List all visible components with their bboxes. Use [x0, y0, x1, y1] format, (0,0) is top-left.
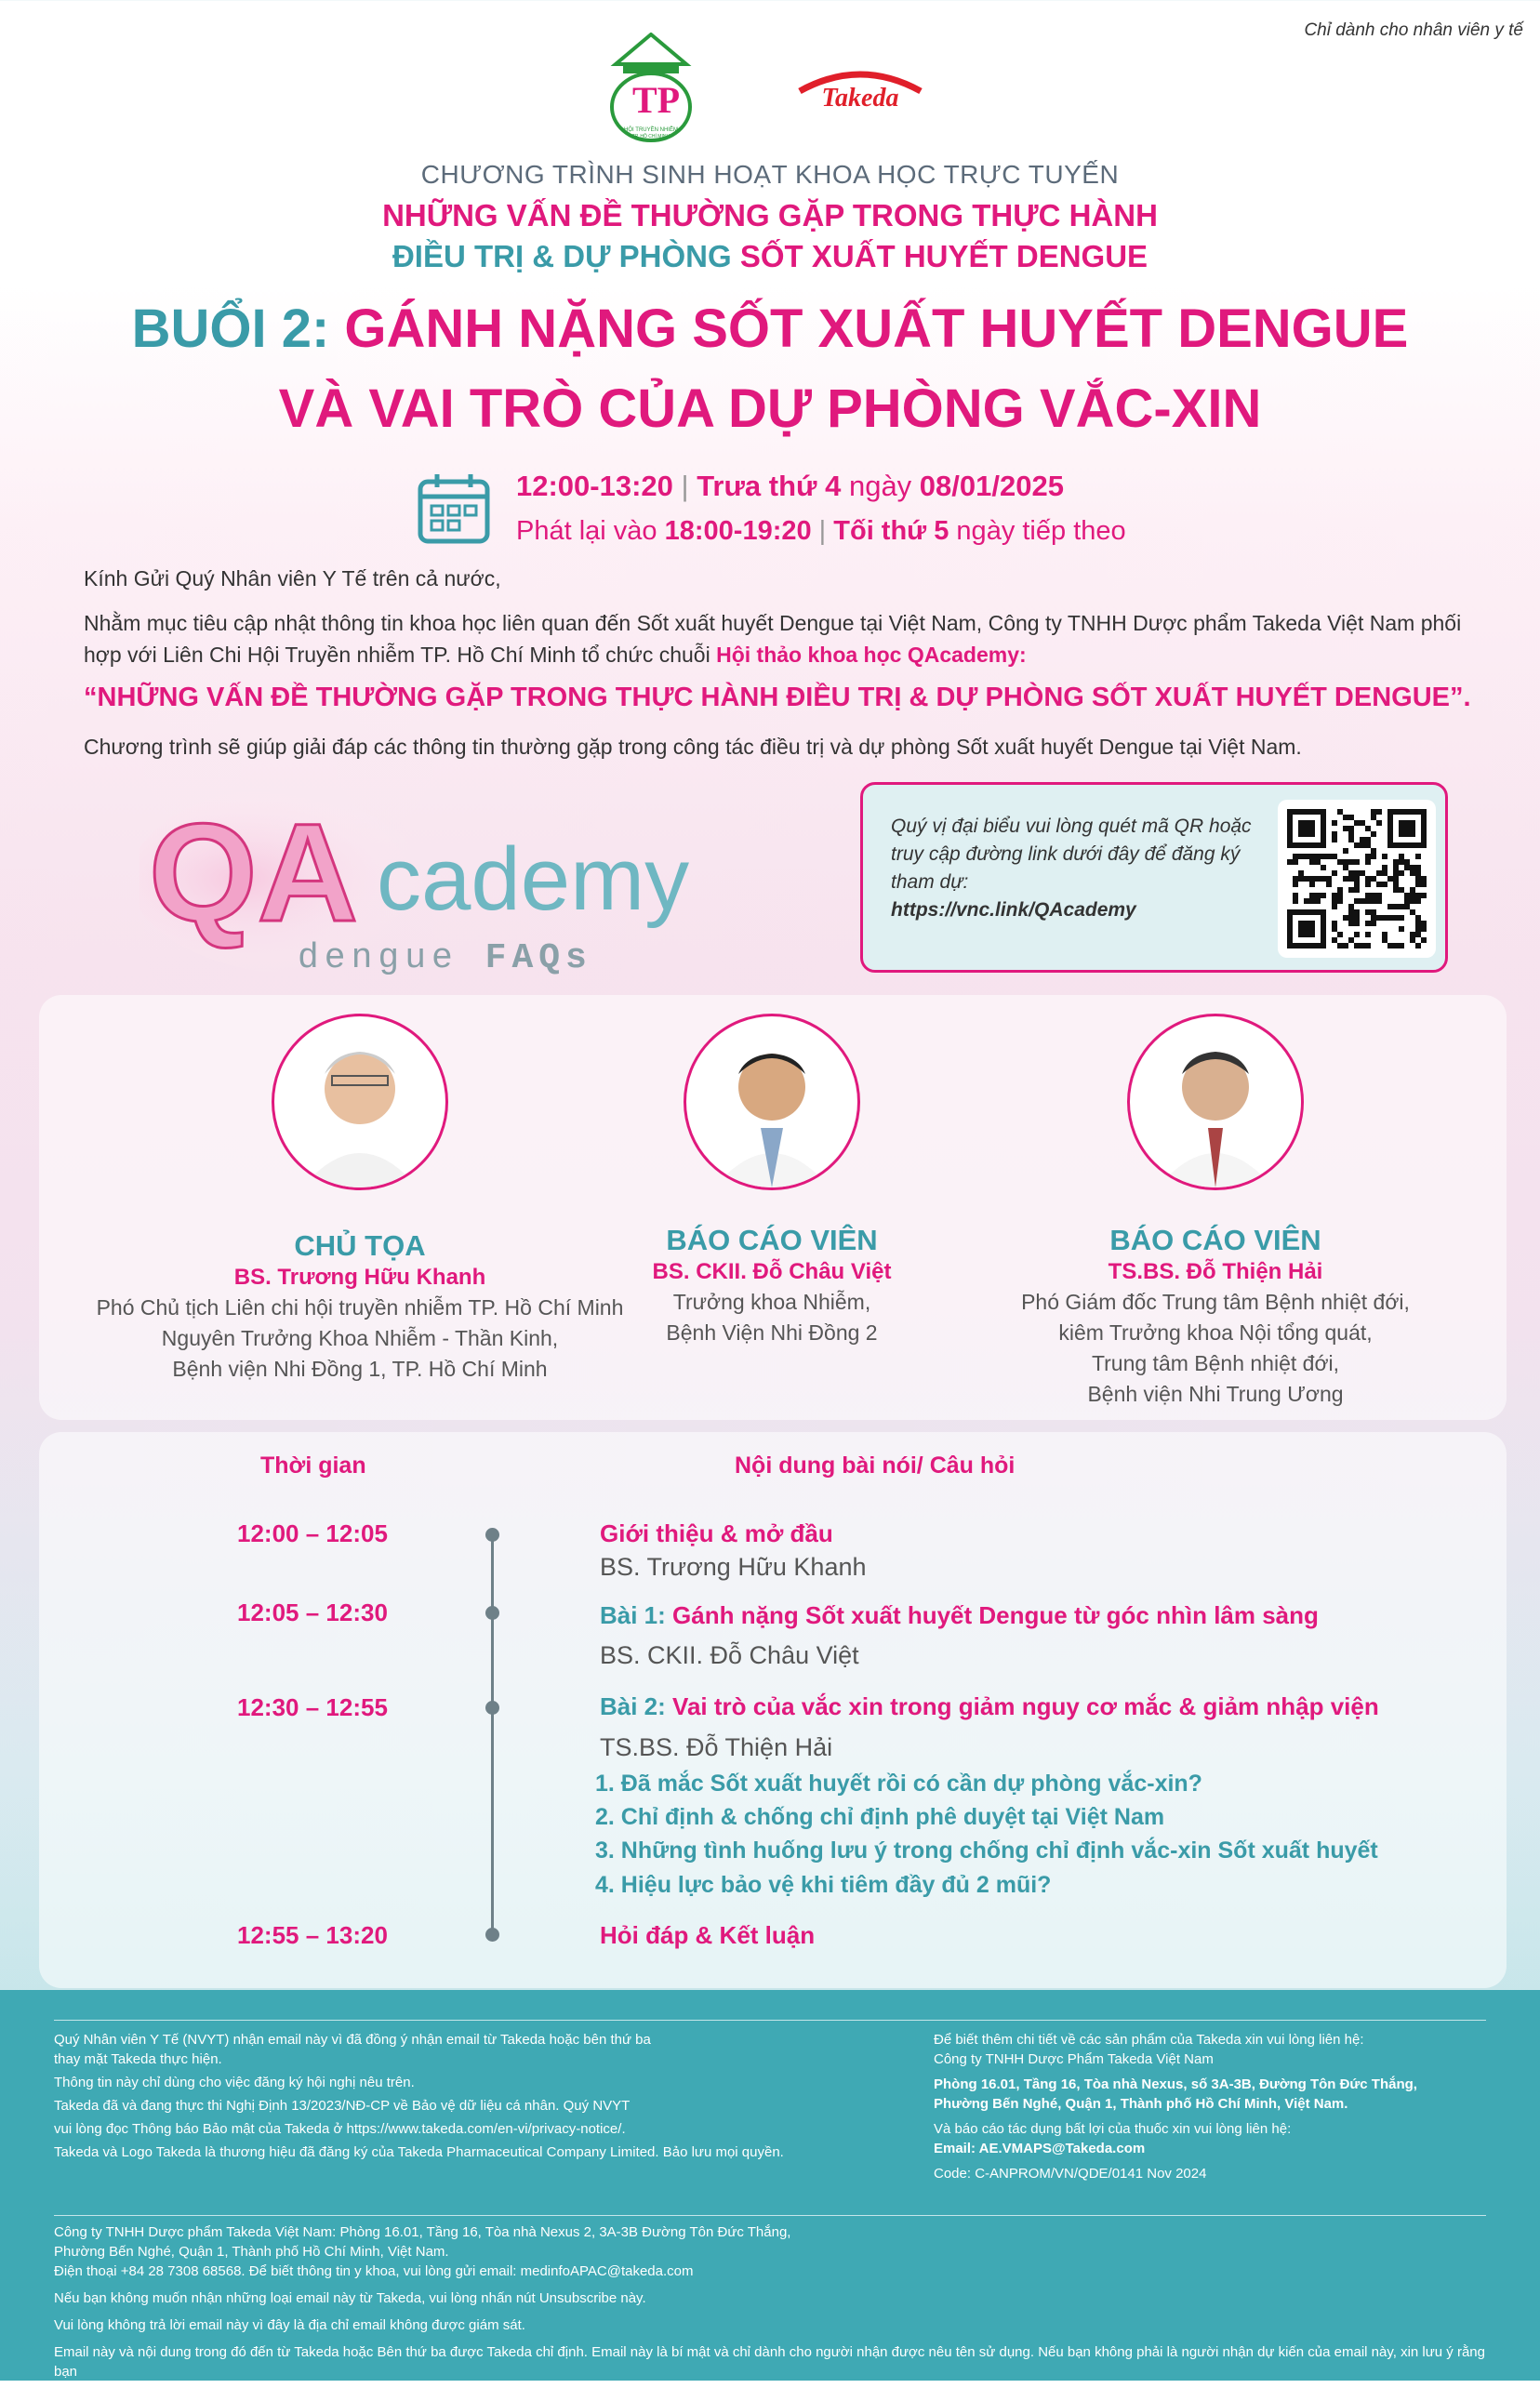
session-title-line-2: VÀ VAI TRÒ CỦA DỰ PHÒNG VẮC-XIN: [278, 378, 1262, 439]
svg-text:TP: TP: [632, 79, 681, 121]
speaker-role: BÁO CÁO VIÊN: [666, 1224, 878, 1256]
svg-text:HỘI TRUYỀN NHIỄM: HỘI TRUYỀN NHIỄM: [624, 127, 678, 133]
qa-letters: QA: [149, 794, 358, 950]
series-title-part-a: ĐIỀU TRỊ & DỰ PHÒNG: [392, 239, 740, 273]
footer: [0, 1990, 1540, 2399]
speaker-description: Phó Giám đốc Trung tâm Bệnh nhiệt đới, kiêm Trưởng khoa Nội tổng quát, Trung tâm Bệnh nhiệt đới, Bệnh viện Nhi Trung Ương: [1021, 1290, 1410, 1406]
audience-note: Chỉ dành cho nhân viên y tế: [1304, 20, 1523, 40]
agenda-speaker: TS.BS. Đỗ Thiện Hải: [600, 1733, 833, 1761]
replay-schedule: [516, 516, 1126, 547]
hoi-truyen-nhiem-logo: [595, 33, 707, 144]
timeline-dot: [485, 1528, 499, 1542]
agenda-question: 1. Đã mắc Sốt xuất huyết rồi có cần dự phòng vắc-xin?: [595, 1771, 1202, 1797]
live-date: 08/01/2025: [919, 470, 1064, 502]
agenda-time: 12:55 – 13:20: [237, 1921, 388, 1949]
session-title-part: GÁNH NẶNG SỐT XUẤT HUYẾT DENGUE: [344, 298, 1409, 359]
takeda-logo: [790, 65, 930, 121]
session-title-line-1: [0, 298, 1540, 360]
replay-time: 18:00-19:20: [664, 516, 812, 546]
series-title-line-2: [0, 239, 1540, 274]
avatar: [684, 1014, 860, 1190]
live-schedule: [516, 470, 1064, 503]
unsubscribe-line[interactable]: Nếu bạn không muốn nhận những loại email này từ Takeda, vui lòng nhấn nút Unsubscribe này.: [54, 2290, 646, 2306]
replay-suffix: ngày tiếp theo: [949, 516, 1126, 546]
avatar: [1127, 1014, 1304, 1190]
live-day: Trưa thứ 4: [697, 470, 842, 502]
intro-highlight: Hội thảo khoa học QAcademy:: [716, 643, 1027, 667]
timeline-dot: [485, 1606, 499, 1620]
live-time: 12:00-13:20: [516, 470, 673, 502]
agenda-speaker: BS. CKII. Đỗ Châu Việt: [600, 1641, 859, 1669]
speaker-name: TS.BS. Đỗ Thiện Hải: [1108, 1259, 1323, 1284]
divider: [54, 2215, 1486, 2216]
replay-day: Tối thứ 5: [833, 516, 949, 546]
intro-quote: “NHỮNG VẤN ĐỀ THƯỜNG GẶP TRONG THỰC HÀNH ĐIỀU TRỊ & DỰ PHÒNG SỐT XUẤT HUYẾT DENGUE”.: [84, 683, 1471, 712]
speaker-role: CHỦ TỌA: [294, 1229, 426, 1262]
tagline: dengue FAQs: [298, 938, 592, 976]
agenda-header-content: Nội dung bài nói/ Câu hỏi: [735, 1453, 1016, 1479]
speaker-name: BS. CKII. Đỗ Châu Việt: [652, 1259, 892, 1284]
speaker-description: Trưởng khoa Nhiễm, Bệnh Viện Nhi Đồng 2: [666, 1290, 878, 1345]
agenda-title: Hỏi đáp & Kết luận: [600, 1921, 816, 1949]
divider: [54, 2020, 1486, 2021]
cademy-letters: cademy: [377, 829, 690, 929]
series-title-line-1: NHỮNG VẤN ĐỀ THƯỜNG GẶP TRONG THỰC HÀNH: [382, 198, 1158, 232]
session-number: BUỔI 2:: [131, 298, 345, 359]
greeting: Kính Gửi Quý Nhân viên Y Tế trên cả nước,: [84, 566, 501, 590]
speaker-description: Phó Chủ tịch Liên chi hội truyền nhiễm TP. Hồ Chí Minh Nguyên Trưởng Khoa Nhiễm - Thần Kinh, Bệnh viện Nhi Đồng 1, TP. Hồ Chí Minh: [96, 1295, 624, 1381]
ae-email[interactable]: Email: AE.VMAPS@Takeda.com: [934, 2141, 1146, 2156]
agenda-header-time: Thời gian: [260, 1453, 366, 1479]
qacademy-logo: [139, 781, 744, 976]
registration-instruction: Quý vị đại biểu vui lòng quét mã QR hoặc truy cập đường link dưới đây để đăng ký tham dự:: [891, 816, 1252, 893]
svg-text:TP. HỒ CHÍ MINH: TP. HỒ CHÍ MINH: [631, 134, 670, 139]
series-title-part-b: SỐT XUẤT HUYẾT DENGUE: [739, 239, 1148, 273]
intro-text: Nhằm mục tiêu cập nhật thông tin khoa học liên quan đến Sốt xuất huyết Dengue tại Việt Nam, Công ty TNHH Dược phẩm Takeda Việt Nam phối hợp với Liên Chi Hội Truyền nhiễm TP. Hồ Chí Minh tổ chức chuỗi: [84, 611, 1462, 667]
agenda-title: Bài 1: Gánh nặng Sốt xuất huyết Dengue từ góc nhìn lâm sàng: [600, 1601, 1319, 1629]
agenda-question: 3. Những tình huống lưu ý trong chống chỉ định vắc-xin Sốt xuất huyết: [595, 1837, 1378, 1864]
footer-right: Để biết thêm chi tiết về các sản phẩm của Takeda xin vui lòng liên hệ: Công ty TNHH Dược Phẩm Takeda Việt Nam Phòng 16.01, Tầng 16, Tòa nhà Nexus, số 3A-3B, Đường Tôn Đức Thắng, Phường Bến Nghé, Quận 1, Thành phố Hồ Chí Minh, Việt Nam. Và báo cáo tác dụng bất lợi của thuốc xin vui lòng liên hệ: Email: AE.VMAPS@Takeda.com Code: C-ANPROM/VN/QDE/0141 Nov 2024: [934, 2030, 1510, 2183]
agenda-time: 12:05 – 12:30: [237, 1598, 388, 1626]
timeline-dot: [485, 1701, 499, 1715]
agenda-question: 4. Hiệu lực bảo vệ khi tiêm đầy đủ 2 mũi?: [595, 1872, 1052, 1898]
registration-link[interactable]: https://vnc.link/QAcademy: [891, 899, 1136, 921]
separator: |: [811, 516, 834, 546]
agenda-question: 2. Chỉ định & chống chỉ định phê duyệt tại Việt Nam: [595, 1804, 1165, 1830]
registration-text: [891, 813, 1263, 924]
date-prefix: ngày: [841, 470, 920, 502]
separator: |: [672, 470, 697, 502]
agenda-title: Bài 2: Vai trò của vắc xin trong giảm nguy cơ mắc & giảm nhập viện: [600, 1692, 1379, 1720]
replay-prefix: Phát lại vào: [516, 516, 665, 546]
timeline-line: [491, 1532, 494, 1934]
qr-code[interactable]: [1278, 800, 1436, 958]
takeda-logo-text: Takeda: [821, 84, 899, 113]
agenda-title: Giới thiệu & mở đầu: [600, 1519, 833, 1547]
program-title: CHƯƠNG TRÌNH SINH HOẠT KHOA HỌC TRỰC TUYẾN: [420, 160, 1120, 189]
registration-box: [860, 782, 1448, 973]
agenda-speaker: BS. Trương Hữu Khanh: [600, 1553, 867, 1581]
footer-bottom: Công ty TNHH Dược phẩm Takeda Việt Nam: Phòng 16.01, Tầng 16, Tòa nhà Nexus 2, 3A-3B Đường Tôn Đức Thắng, Phường Bến Nghé, Quận 1, Thành phố Hồ Chí Minh, Việt Nam. Điện thoại +84 28 7308 68568. Để biết thông tin y khoa, vui lòng gửi email: medinfoAPAC@takeda.com Nếu bạn không muốn nhận những loại email này từ Takeda, vui lòng nhấn nút Unsubscribe này. Vui lòng không trả lời email này vì đây là địa chỉ email không được giám sát. Email này và nội dung trong đó đến từ Takeda hoặc Bên thứ ba được Takeda chỉ định. Email này là bí mật và chỉ dành cho người nhận được nêu tên sử dụng. Nếu bạn không phải là người nhận dự kiến của email này, xin lưu ý rằng bạn không được giữ lại, sử dụng, sao chép, chuyển tiếp, phân phối hoặc hành động dựa vào bất kỳ hoặc toàn bộ nội dung trong đây.: [54, 2222, 1505, 2401]
speaker-name: BS. Trương Hữu Khanh: [233, 1265, 486, 1290]
intro-paragraph-1: [84, 607, 1479, 670]
calendar-icon: [417, 471, 491, 545]
agenda-time: 12:00 – 12:05: [237, 1519, 388, 1547]
agenda-time: 12:30 – 12:55: [237, 1693, 388, 1721]
footer-left: Quý Nhân viên Y Tế (NVYT) nhận email này vì đã đồng ý nhận email từ Takeda hoặc bên thứ ba thay mặt Takeda thực hiện. Thông tin này chỉ dùng cho việc đăng ký hội nghị nêu trên. Takeda đã và đang thực thi Nghị Định 13/2023/NĐ-CP về Bảo vệ dữ liệu cá nhân. Quý NVYT vui lòng đọc Thông báo Bảo mật của Takeda ở https://www.takeda.com/en-vi/privacy-notice/. Takeda và Logo Takeda là thương hiệu đã đăng ký của Takeda Pharmaceutical Company Limited. Bảo lưu mọi quyền.: [54, 2032, 784, 2160]
timeline-dot: [485, 1928, 499, 1942]
intro-paragraph-2: Chương trình sẽ giúp giải đáp các thông tin thường gặp trong công tác điều trị và dự phòng Sốt xuất huyết Dengue tại Việt Nam.: [84, 735, 1302, 759]
speaker-role: BÁO CÁO VIÊN: [1109, 1224, 1321, 1256]
contact-line[interactable]: Điện thoại +84 28 7308 68568. Để biết thông tin y khoa, vui lòng gửi email: medinfoAPAC@takeda.com: [54, 2263, 694, 2279]
speakers-panel: [39, 995, 1507, 1420]
avatar: [272, 1014, 448, 1190]
